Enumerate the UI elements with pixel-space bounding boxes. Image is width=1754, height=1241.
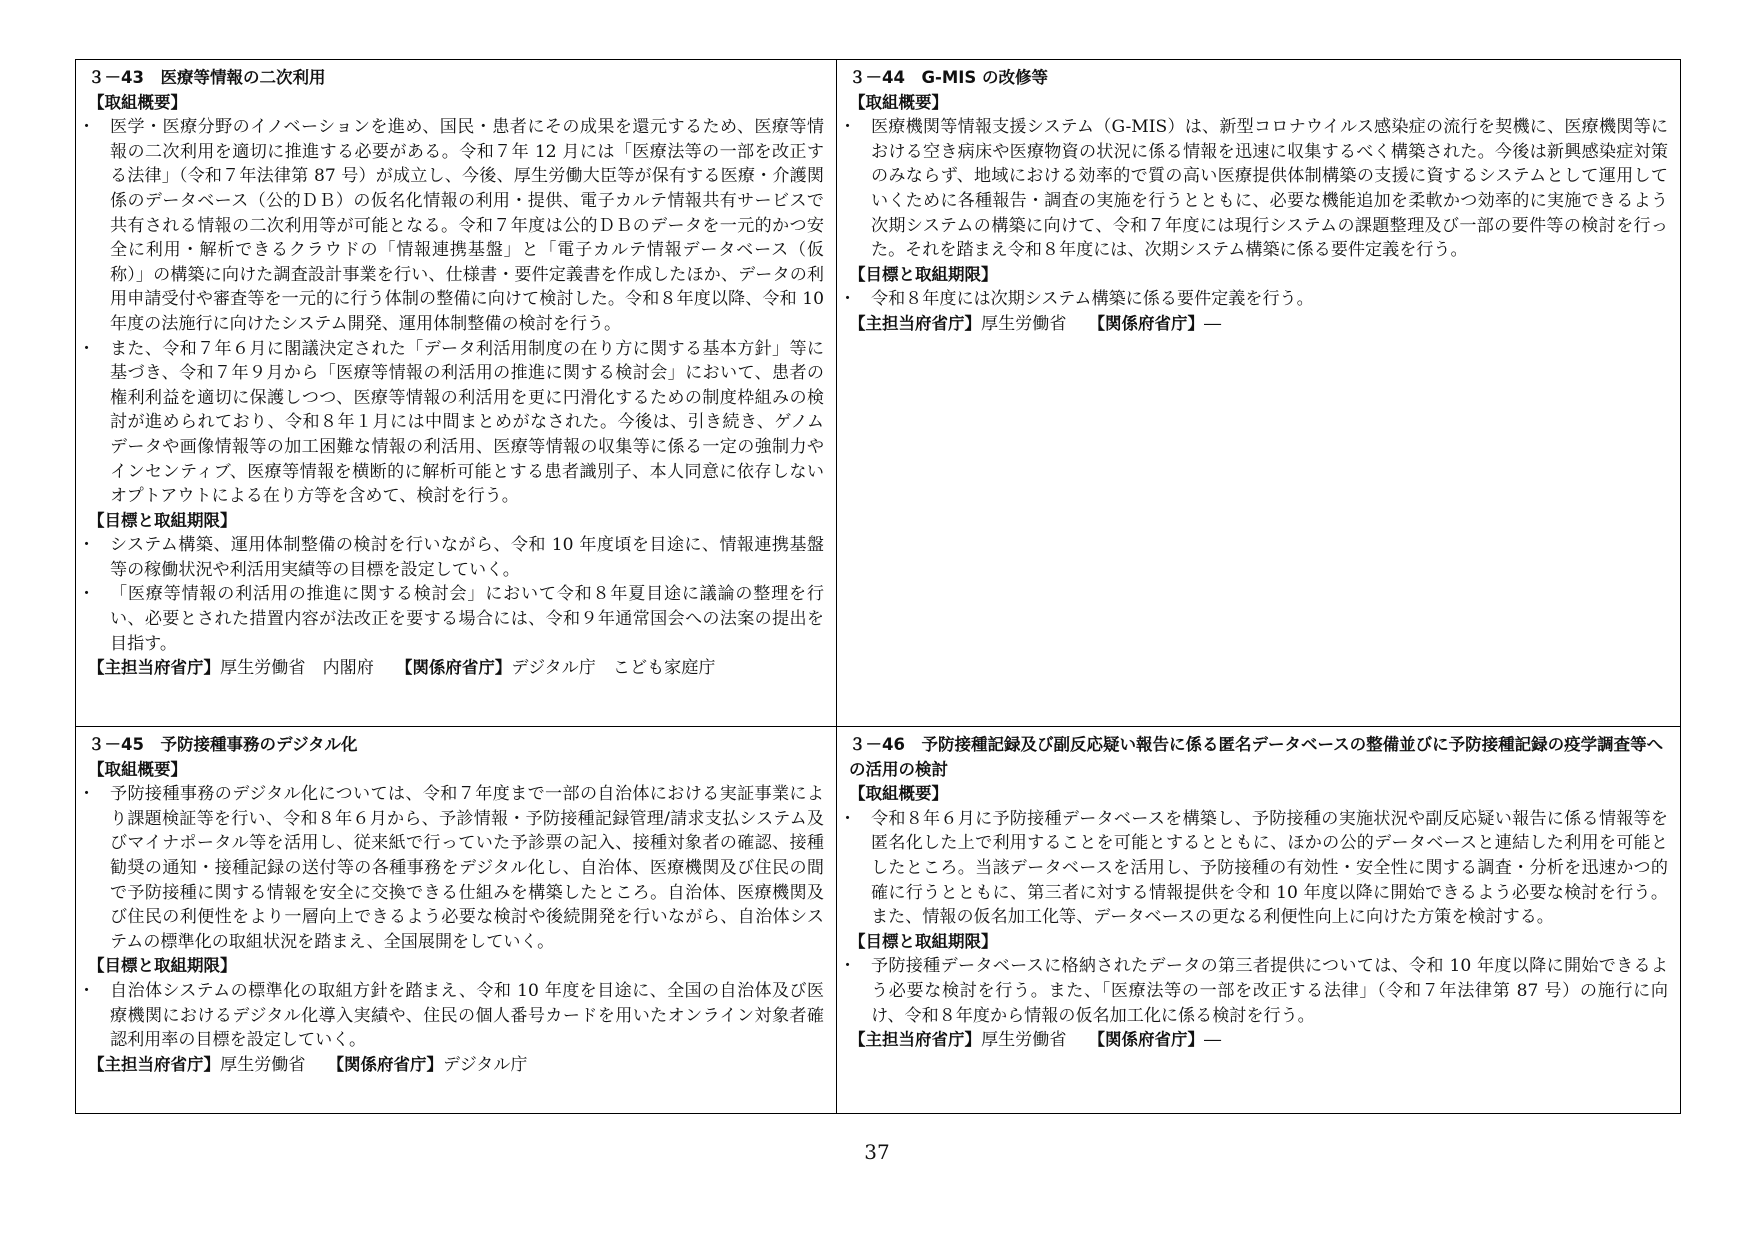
lead-ministry-label: 【主担当府省庁】 xyxy=(849,313,981,333)
list-item: ・ 予防接種データベースに格納されたデータの第三者提供については、令和 10 年度以降に開始できるよう必要な検討を行う。また、「医療法等の一部を改正する法律」（令和７年法律第 87 号）の施行に向け、令和８年度から情報の仮名加工化に係る検討を行う。 xyxy=(849,954,1668,1028)
measure-cell-3-43 xyxy=(76,60,837,727)
lead-ministry-label: 【主担当府省庁】 xyxy=(88,658,220,678)
goal-list xyxy=(849,287,1668,312)
related-ministry-label: 【関係府省庁】 xyxy=(1088,1030,1204,1050)
list-item: ・ システム構築、運用体制整備の検討を行いながら、令和 10 年度頃を目途に、情報連携基盤等の稼働状況や利活用実績等の目標を設定していく。 xyxy=(88,533,824,582)
list-item: ・ 令和８年度には次期システム構築に係る要件定義を行う。 xyxy=(849,287,1668,312)
measure-title: ３－44 G-MIS の改修等 xyxy=(849,68,1049,87)
list-item: ・ 「医療等情報の利活用の推進に関する検討会」において令和８年夏目途に議論の整理を行い、必要とされた措置内容が法改正を要する場合には、令和９年通常国会への法案の提出を目指す。 xyxy=(88,582,824,656)
ministry-line xyxy=(88,656,824,681)
related-ministry-value: デジタル庁 こども家庭庁 xyxy=(511,658,716,679)
goal-heading: 【目標と取組期限】 xyxy=(88,956,237,976)
related-ministry-value: ― xyxy=(1203,313,1222,334)
related-ministry-label: 【関係府省庁】 xyxy=(1088,313,1204,333)
measure-cell-3-45 xyxy=(76,727,837,1114)
goal-heading: 【目標と取組期限】 xyxy=(88,510,237,530)
table-row xyxy=(76,727,1681,1114)
overview-list xyxy=(88,115,824,509)
measure-cell-3-46 xyxy=(837,727,1681,1114)
goal-heading: 【目標と取組期限】 xyxy=(849,264,998,284)
overview-heading: 【取組概要】 xyxy=(88,759,187,779)
page-number: 37 xyxy=(864,1140,890,1164)
overview-heading: 【取組概要】 xyxy=(849,92,948,112)
measure-title: ３－46 予防接種記録及び副反応疑い報告に係る匿名データベースの整備並びに予防接種記録の疫学調査等への活用の検討 xyxy=(849,735,1664,779)
related-ministry-value: ― xyxy=(1203,1030,1222,1051)
measure-title: ３－43 医療等情報の二次利用 xyxy=(88,68,326,87)
related-ministry-value: デジタル庁 xyxy=(442,1054,528,1075)
goal-heading: 【目標と取組期限】 xyxy=(849,931,998,951)
list-item: ・ 医療機関等情報支援システム（G-MIS）は、新型コロナウイルス感染症の流行を契機に、医療機関等における空き病床や医療物資の状況に係る情報を迅速に収集するべく構築された。今後は新興感染症対策のみならず、地域における効率的で質の高い医療提供体制構築の支援に資するシステムとして運用していくために各種報告・調査の実施を行うとともに、必要な機能追加を柔軟かつ効率的に実施できるよう次期システムの構築に向けて、令和７年度には現行システムの課題整理及び一部の要件等の検討を行った。それを踏まえ令和８年度には、次期システム構築に係る要件定義を行う。 xyxy=(849,115,1668,263)
lead-ministry-value: 厚生労働省 内閣府 xyxy=(220,658,374,679)
overview-heading: 【取組概要】 xyxy=(88,92,187,112)
list-item: ・ 予防接種事務のデジタル化については、令和７年度まで一部の自治体における実証事業により課題検証等を行い、令和８年６月から、予診情報・予防接種記録管理/請求支払システム及びマイナポータル等を活用し、従来紙で行っていた予診票の記入、接種対象者の確認、接種勧奨の通知・接種記録の送付等の各種事務をデジタル化し、自治体、医療機関及び住民の間で予防接種に関する情報を安全に交換できる仕組みを構築したところ。自治体、医療機関及び住民の利便性をより一層向上できるよう必要な検討や後続開発を行いながら、自治体システムの標準化の取組状況を踏まえ、全国展開をしていく。 xyxy=(88,782,824,954)
related-ministry-label: 【関係府省庁】 xyxy=(395,658,512,678)
overview-heading: 【取組概要】 xyxy=(849,784,948,804)
goal-list xyxy=(88,533,824,656)
overview-list xyxy=(849,115,1668,263)
table-row xyxy=(76,60,1681,727)
ministry-line xyxy=(849,312,1668,337)
lead-ministry-value: 厚生労働省 xyxy=(981,1030,1067,1051)
list-item: ・ また、令和７年６月に閣議決定された「データ利活用制度の在り方に関する基本方針」等に基づき、令和７年９月から「医療等情報の利活用の推進に関する検討会」において、患者の権利利益を適切に保護しつつ、医療等情報の利活用を更に円滑化するための制度枠組みの検討が進められており、令和８年１月には中間まとめがなされた。今後は、引き続き、ゲノムデータや画像情報等の加工困難な情報の利活用、医療等情報の収集等に係る一定の強制力やインセンティブ、医療等情報を横断的に解析可能とする患者識別子、本人同意に依存しないオプトアウトによる在り方等を含めて、検討を行う。 xyxy=(88,337,824,509)
measures-table xyxy=(75,59,1681,1114)
list-item: ・ 自治体システムの標準化の取組方針を踏まえ、令和 10 年度を目途に、全国の自治体及び医療機関におけるデジタル化導入実績や、住民の個人番号カードを用いたオンライン対象者確認利用率の目標を設定していく。 xyxy=(88,979,824,1053)
list-item: ・ 令和８年６月に予防接種データベースを構築し、予防接種の実施状況や副反応疑い報告に係る情報等を匿名化した上で利用することを可能とするとともに、ほかの公的データベースと連結した利用を可能としたところ。当該データベースを活用し、予防接種の有効性・安全性に関する調査・分析を迅速かつ的確に行うとともに、第三者に対する情報提供を令和 10 年度以降に開始できるよう必要な検討を行う。また、情報の仮名加工化等、データベースの更なる利便性向上に向けた方策を検討する。 xyxy=(849,807,1668,930)
ministry-line xyxy=(849,1028,1668,1053)
related-ministry-label: 【関係府省庁】 xyxy=(327,1054,443,1074)
lead-ministry-value: 厚生労働省 xyxy=(981,313,1067,334)
overview-list xyxy=(849,807,1668,930)
measure-cell-3-44 xyxy=(837,60,1681,727)
overview-list xyxy=(88,782,824,954)
lead-ministry-value: 厚生労働省 xyxy=(220,1054,306,1075)
lead-ministry-label: 【主担当府省庁】 xyxy=(88,1054,220,1074)
goal-list xyxy=(88,979,824,1053)
goal-list xyxy=(849,954,1668,1028)
ministry-line xyxy=(88,1053,824,1078)
lead-ministry-label: 【主担当府省庁】 xyxy=(849,1030,981,1050)
list-item: ・ 医学・医療分野のイノベーションを進め、国民・患者にその成果を還元するため、医療等情報の二次利用を適切に推進する必要がある。令和７年 12 月には「医療法等の一部を改正する法律」（令和７年法律第 87 号）が成立し、今後、厚生労働大臣等が保有する医療・介護関係のデータベース（公的ＤＢ）の仮名化情報の利用・提供、電子カルテ情報共有サービスで共有される情報の二次利用等が可能となる。令和７年度は公的ＤＢのデータを一元的かつ安全に利用・解析できるクラウドの「情報連携基盤」と「電子カルテ情報データベース（仮称）」の構築に向けた調査設計事業を行い、仕様書・要件定義書を作成したほか、データの利用申請受付や審査等を一元的に行う体制の整備に向けて検討した。令和８年度以降、令和 10 年度の法施行に向けたシステム開発、運用体制整備の検討を行う。 xyxy=(88,115,824,336)
measure-title: ３－45 予防接種事務のデジタル化 xyxy=(88,735,358,754)
